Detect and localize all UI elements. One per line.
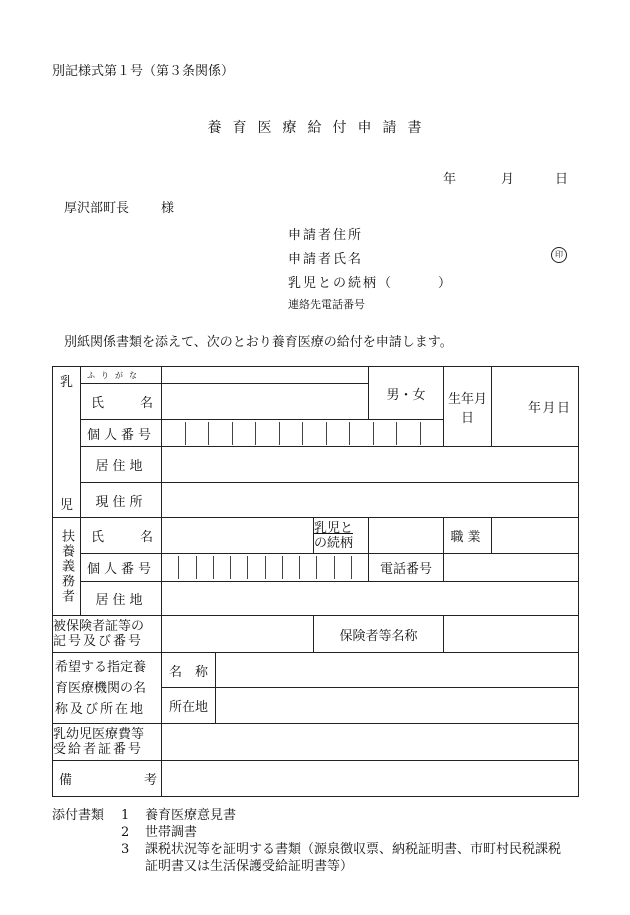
occupation-field[interactable] xyxy=(492,518,579,554)
applicant-relation-label: 乳児との続柄（ ） xyxy=(288,276,454,291)
guardian-phone-label: 電話番号 xyxy=(369,554,444,582)
guardian-name-label: 氏 名 xyxy=(81,518,162,554)
applicant-address-label: 申請者住所 xyxy=(288,228,364,243)
infant-domicile-label: 居住地 xyxy=(81,447,162,483)
seal-mark: 印 xyxy=(551,247,567,263)
application-date xyxy=(443,168,573,188)
guardian-phone-field[interactable] xyxy=(444,554,579,582)
remarks-field[interactable] xyxy=(162,761,579,797)
institution-name-field[interactable] xyxy=(216,653,579,688)
guardian-id-number-label: 個人番号 xyxy=(81,554,162,582)
infant-section-label xyxy=(53,367,81,518)
insurer-name-field[interactable] xyxy=(444,616,579,653)
institution-location-field[interactable] xyxy=(216,688,579,724)
institution-location-label: 所在地 xyxy=(162,688,216,724)
infant-id-number-field[interactable] xyxy=(162,420,444,447)
insurer-name-label: 保険者等名称 xyxy=(314,616,444,653)
infant-current-address-field[interactable] xyxy=(162,483,579,518)
guardian-relation-field[interactable] xyxy=(369,518,444,554)
application-form-table xyxy=(52,366,579,797)
guardian-relation-label: 乳児と の続柄 xyxy=(314,518,369,554)
infant-label-bottom: 児 xyxy=(59,498,73,513)
document-title: 養育医療給付申請書 xyxy=(207,120,433,136)
infant-furigana-field[interactable] xyxy=(162,367,369,384)
birthdate-label: 生年月日 xyxy=(444,367,492,447)
infant-name-label: 氏 名 xyxy=(81,384,162,420)
attachments-label: 添付書類 xyxy=(52,808,105,823)
intro-text: 別紙関係書類を添えて、次のとおり養育医療の給付を申請します。 xyxy=(64,335,453,350)
infant-id-number-label: 個人番号 xyxy=(81,420,162,447)
addressee xyxy=(64,197,174,216)
guardian-section-label: 扶養義務者 xyxy=(53,518,81,616)
guardian-domicile-label: 居住地 xyxy=(81,582,162,616)
birthdate-field[interactable] xyxy=(492,367,579,447)
birth-month-label: 月 xyxy=(542,401,556,416)
institution-label: 希望する指定養 育医療機関の名 称及び所在地 xyxy=(53,653,162,724)
infant-label-top: 乳 xyxy=(59,375,73,390)
birth-day-label: 日 xyxy=(556,401,570,416)
addressee-name: 厚沢部町長 xyxy=(64,201,130,216)
certificate-number-field[interactable] xyxy=(162,724,579,761)
date-year-label: 年 xyxy=(443,172,457,187)
addressee-honorific: 様 xyxy=(161,201,175,216)
date-day-label: 日 xyxy=(555,172,569,187)
applicant-phone-label: 連絡先電話番号 xyxy=(288,298,365,311)
guardian-id-digit-boxes xyxy=(162,556,368,579)
id-digit-boxes xyxy=(162,422,443,445)
form-reference: 別記様式第１号（第３条関係） xyxy=(52,64,235,79)
birth-year-label: 年 xyxy=(528,401,542,416)
guardian-name-field[interactable] xyxy=(162,518,314,554)
insurance-number-field[interactable] xyxy=(162,616,314,653)
occupation-label: 職業 xyxy=(444,518,492,554)
guardian-domicile-field[interactable] xyxy=(162,582,579,616)
furigana-label: ふりがな xyxy=(81,367,162,384)
infant-current-address-label: 現住所 xyxy=(81,483,162,518)
sex-field[interactable]: 男・女 xyxy=(369,367,444,420)
guardian-id-number-field[interactable] xyxy=(162,554,369,582)
certificate-number-label: 乳幼児医療費等 受給者証番号 xyxy=(53,724,162,761)
remarks-label: 備 考 xyxy=(53,761,162,797)
infant-domicile-field[interactable] xyxy=(162,447,579,483)
insurance-number-label: 被保険者証等の 記号及び番号 xyxy=(53,616,162,653)
institution-name-label: 名 称 xyxy=(162,653,216,688)
infant-name-field[interactable] xyxy=(162,384,369,420)
date-month-label: 月 xyxy=(501,172,515,187)
applicant-name-label: 申請者氏名 xyxy=(288,252,364,267)
